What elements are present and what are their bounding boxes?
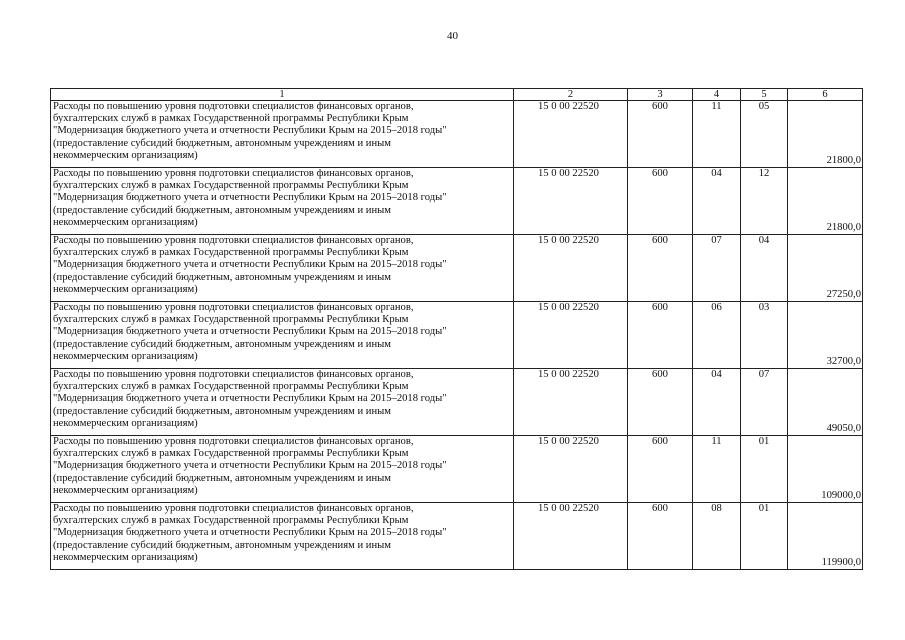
amount: 109000,0 [788, 436, 863, 503]
description-line: "Модернизация бюджетного учета и отчетности Республики Крым на 2015–2018 годы" [53, 527, 447, 539]
amount: 27250,0 [788, 235, 863, 302]
description-line: бухгалтерских служб в рамках Государственной программы Республики Крым [53, 515, 409, 527]
expense-description [51, 436, 514, 503]
section-code: 04 [693, 168, 741, 235]
expense-description [51, 369, 514, 436]
target-code: 15 0 00 22520 [514, 168, 628, 235]
description-line: "Модернизация бюджетного учета и отчетности Республики Крым на 2015–2018 годы" [53, 125, 447, 137]
description-line: (предоставление субсидий бюджетным, автономным учреждениям и иным [53, 539, 391, 551]
section-code: 11 [693, 436, 741, 503]
description-line: Расходы по повышению уровня подготовки специалистов финансовых органов, [53, 168, 414, 179]
table-row [51, 235, 863, 302]
description-line: бухгалтерских служб в рамках Государственной программы Республики Крым [53, 448, 409, 460]
description-line: Расходы по повышению уровня подготовки специалистов финансовых органов, [53, 302, 414, 313]
table-row [51, 503, 863, 570]
section-code: 04 [693, 369, 741, 436]
description-line: некоммерческим организациям) [53, 283, 198, 295]
amount: 21800,0 [788, 101, 863, 168]
target-code: 15 0 00 22520 [514, 436, 628, 503]
description-line: некоммерческим организациям) [53, 350, 198, 362]
target-code: 15 0 00 22520 [514, 302, 628, 369]
expense-description [51, 101, 514, 168]
header-col-6: 6 [788, 89, 863, 101]
section-code: 06 [693, 302, 741, 369]
description-line: бухгалтерских служб в рамках Государственной программы Республики Крым [53, 381, 409, 393]
header-col-5: 5 [741, 89, 788, 101]
expense-type: 600 [628, 235, 693, 302]
description-line: Расходы по повышению уровня подготовки специалистов финансовых органов, [53, 369, 414, 380]
amount: 21800,0 [788, 168, 863, 235]
expense-type: 600 [628, 369, 693, 436]
expense-type: 600 [628, 168, 693, 235]
subsection-code: 01 [741, 503, 788, 570]
description-line: бухгалтерских служб в рамках Государственной программы Республики Крым [53, 180, 409, 192]
description-line: (предоставление субсидий бюджетным, автономным учреждениям и иным [53, 271, 391, 283]
description-line: (предоставление субсидий бюджетным, автономным учреждениям и иным [53, 204, 391, 216]
description-line: (предоставление субсидий бюджетным, автономным учреждениям и иным [53, 405, 391, 417]
subsection-code: 03 [741, 302, 788, 369]
description-line: "Модернизация бюджетного учета и отчетности Республики Крым на 2015–2018 годы" [53, 259, 447, 271]
description-line: бухгалтерских служб в рамках Государственной программы Республики Крым [53, 113, 409, 125]
table-body [51, 101, 863, 570]
table-row [51, 168, 863, 235]
subsection-code: 04 [741, 235, 788, 302]
description-line: Расходы по повышению уровня подготовки специалистов финансовых органов, [53, 503, 414, 514]
description-line: Расходы по повышению уровня подготовки специалистов финансовых органов, [53, 101, 414, 112]
section-code: 11 [693, 101, 741, 168]
header-col-4: 4 [693, 89, 741, 101]
description-line: "Модернизация бюджетного учета и отчетности Республики Крым на 2015–2018 годы" [53, 460, 447, 472]
description-line: (предоставление субсидий бюджетным, автономным учреждениям и иным [53, 137, 391, 149]
expense-description [51, 503, 514, 570]
amount: 119900,0 [788, 503, 863, 570]
expense-type: 600 [628, 436, 693, 503]
target-code: 15 0 00 22520 [514, 235, 628, 302]
description-line: Расходы по повышению уровня подготовки специалистов финансовых органов, [53, 235, 414, 246]
description-line: бухгалтерских служб в рамках Государственной программы Республики Крым [53, 247, 409, 259]
description-line: (предоставление субсидий бюджетным, автономным учреждениям и иным [53, 338, 391, 350]
table-row [51, 436, 863, 503]
table-row [51, 369, 863, 436]
target-code: 15 0 00 22520 [514, 503, 628, 570]
expense-description [51, 235, 514, 302]
header-col-3: 3 [628, 89, 693, 101]
amount: 32700,0 [788, 302, 863, 369]
description-line: некоммерческим организациям) [53, 149, 198, 161]
description-line: бухгалтерских служб в рамках Государственной программы Республики Крым [53, 314, 409, 326]
description-line: "Модернизация бюджетного учета и отчетности Республики Крым на 2015–2018 годы" [53, 326, 447, 338]
subsection-code: 05 [741, 101, 788, 168]
budget-table [50, 88, 863, 570]
description-line: некоммерческим организациям) [53, 551, 198, 563]
description-line: некоммерческим организациям) [53, 216, 198, 228]
description-line: некоммерческим организациям) [53, 417, 198, 429]
subsection-code: 07 [741, 369, 788, 436]
description-line: "Модернизация бюджетного учета и отчетности Республики Крым на 2015–2018 годы" [53, 192, 447, 204]
subsection-code: 12 [741, 168, 788, 235]
expense-type: 600 [628, 503, 693, 570]
description-line: (предоставление субсидий бюджетным, автономным учреждениям и иным [53, 472, 391, 484]
amount: 49050,0 [788, 369, 863, 436]
header-row [51, 89, 863, 101]
description-line: "Модернизация бюджетного учета и отчетности Республики Крым на 2015–2018 годы" [53, 393, 447, 405]
page-number: 40 [447, 30, 458, 42]
target-code: 15 0 00 22520 [514, 101, 628, 168]
section-code: 08 [693, 503, 741, 570]
section-code: 07 [693, 235, 741, 302]
table-row [51, 101, 863, 168]
expense-type: 600 [628, 101, 693, 168]
description-line: Расходы по повышению уровня подготовки специалистов финансовых органов, [53, 436, 414, 447]
description-line: некоммерческим организациям) [53, 484, 198, 496]
expense-description [51, 302, 514, 369]
subsection-code: 01 [741, 436, 788, 503]
expense-description [51, 168, 514, 235]
target-code: 15 0 00 22520 [514, 369, 628, 436]
header-col-2: 2 [514, 89, 628, 101]
table-row [51, 302, 863, 369]
expense-type: 600 [628, 302, 693, 369]
header-col-1: 1 [51, 89, 514, 101]
